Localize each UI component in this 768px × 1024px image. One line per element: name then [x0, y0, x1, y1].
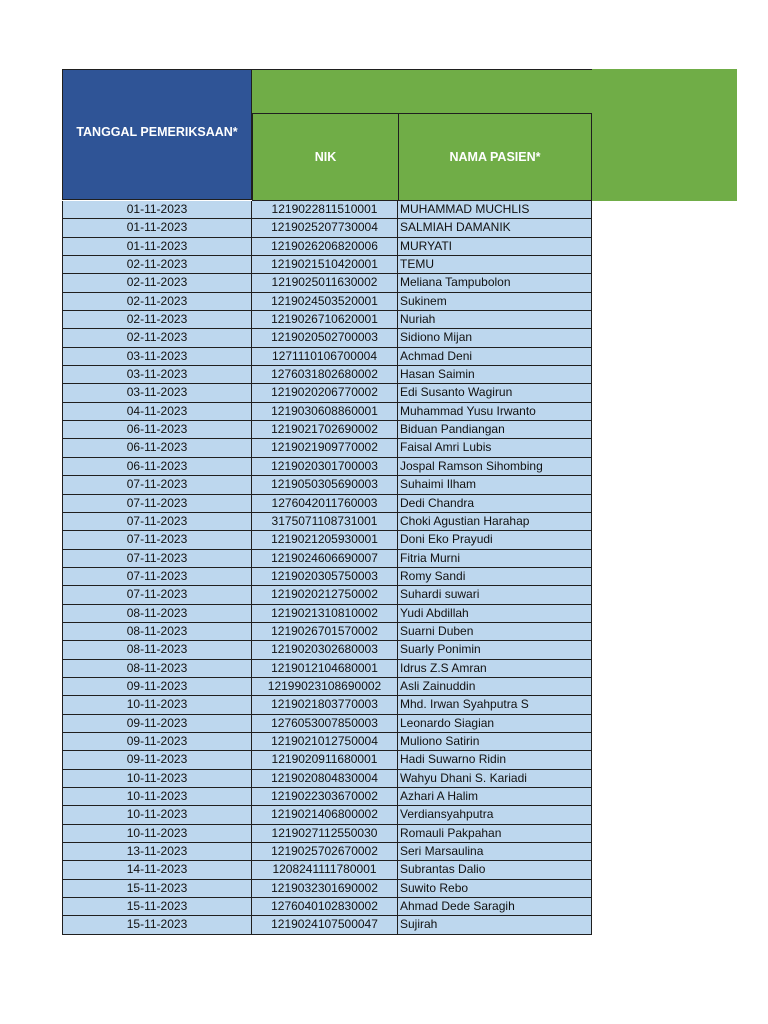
name-cell[interactable]: Yudi Abdillah	[398, 605, 592, 623]
table-row[interactable]	[62, 495, 592, 513]
name-cell[interactable]: Muliono Satirin	[398, 733, 592, 751]
nik-cell[interactable]: 1208241111780001	[252, 861, 398, 879]
date-cell[interactable]: 01-11-2023	[62, 238, 252, 256]
table-row[interactable]	[62, 751, 592, 769]
table-row[interactable]	[62, 421, 592, 439]
table-row[interactable]	[62, 898, 592, 916]
name-cell[interactable]: Doni Eko Prayudi	[398, 531, 592, 549]
table-row[interactable]	[62, 770, 592, 788]
nik-cell[interactable]: 1219026206820006	[252, 238, 398, 256]
table-row[interactable]	[62, 825, 592, 843]
table-row[interactable]	[62, 293, 592, 311]
nik-cell[interactable]: 1219020302680003	[252, 641, 398, 659]
date-cell[interactable]: 10-11-2023	[62, 788, 252, 806]
nik-cell[interactable]: 1271110106700004	[252, 348, 398, 366]
name-cell[interactable]: Biduan Pandiangan	[398, 421, 592, 439]
date-cell[interactable]: 01-11-2023	[62, 219, 252, 237]
table-row[interactable]	[62, 788, 592, 806]
table-row[interactable]	[62, 256, 592, 274]
table-row[interactable]	[62, 916, 592, 934]
date-cell[interactable]: 09-11-2023	[62, 751, 252, 769]
name-cell[interactable]: Suhardi suwari	[398, 586, 592, 604]
nik-cell[interactable]: 1219027112550030	[252, 825, 398, 843]
date-cell[interactable]: 10-11-2023	[62, 806, 252, 824]
name-cell[interactable]: Suhaimi Ilham	[398, 476, 592, 494]
nik-cell[interactable]: 1219025702670002	[252, 843, 398, 861]
date-cell[interactable]: 02-11-2023	[62, 256, 252, 274]
nik-cell[interactable]: 1219025011630002	[252, 274, 398, 292]
nik-cell[interactable]: 1219020502700003	[252, 329, 398, 347]
name-cell[interactable]: Suarni Duben	[398, 623, 592, 641]
date-cell[interactable]: 02-11-2023	[62, 293, 252, 311]
column-header-tanggal[interactable]	[62, 69, 252, 200]
name-cell[interactable]: MUHAMMAD MUCHLIS	[398, 201, 592, 219]
nik-cell[interactable]: 1219030608860001	[252, 403, 398, 421]
table-row[interactable]	[62, 366, 592, 384]
name-cell[interactable]: Choki Agustian Harahap	[398, 513, 592, 531]
name-cell[interactable]: Meliana Tampubolon	[398, 274, 592, 292]
date-cell[interactable]: 06-11-2023	[62, 458, 252, 476]
nik-cell[interactable]: 1219024503520001	[252, 293, 398, 311]
table-row[interactable]	[62, 715, 592, 733]
name-cell[interactable]: Faisal Amri Lubis	[398, 439, 592, 457]
name-cell[interactable]: Sukinem	[398, 293, 592, 311]
nik-cell[interactable]: 1219022303670002	[252, 788, 398, 806]
table-row[interactable]	[62, 641, 592, 659]
nik-cell[interactable]: 3175071108731001	[252, 513, 398, 531]
name-cell[interactable]: Asli Zainuddin	[398, 678, 592, 696]
table-row[interactable]	[62, 348, 592, 366]
date-cell[interactable]: 06-11-2023	[62, 439, 252, 457]
nik-cell[interactable]: 1219026701570002	[252, 623, 398, 641]
table-row[interactable]	[62, 605, 592, 623]
nik-cell[interactable]: 1219021803770003	[252, 696, 398, 714]
nik-cell[interactable]: 1219020206770002	[252, 384, 398, 402]
date-cell[interactable]: 07-11-2023	[62, 568, 252, 586]
name-cell[interactable]: Jospal Ramson Sihombing	[398, 458, 592, 476]
nik-cell[interactable]: 12199023108690002	[252, 678, 398, 696]
date-cell[interactable]: 08-11-2023	[62, 623, 252, 641]
name-cell[interactable]: Hasan Saimin	[398, 366, 592, 384]
table-row[interactable]	[62, 806, 592, 824]
nik-cell[interactable]: 1219020804830004	[252, 770, 398, 788]
date-cell[interactable]: 07-11-2023	[62, 531, 252, 549]
date-cell[interactable]: 08-11-2023	[62, 605, 252, 623]
nik-cell[interactable]: 1276042011760003	[252, 495, 398, 513]
date-cell[interactable]: 03-11-2023	[62, 348, 252, 366]
table-row[interactable]	[62, 861, 592, 879]
date-cell[interactable]: 03-11-2023	[62, 366, 252, 384]
table-row[interactable]	[62, 201, 592, 219]
nik-cell[interactable]: 1219021702690002	[252, 421, 398, 439]
name-cell[interactable]: Achmad Deni	[398, 348, 592, 366]
nik-cell[interactable]: 1219024606690007	[252, 550, 398, 568]
nik-cell[interactable]: 1219021406800002	[252, 806, 398, 824]
date-cell[interactable]: 08-11-2023	[62, 660, 252, 678]
date-cell[interactable]: 02-11-2023	[62, 311, 252, 329]
date-cell[interactable]: 15-11-2023	[62, 898, 252, 916]
name-cell[interactable]: Suarly Ponimin	[398, 641, 592, 659]
name-cell[interactable]: Mhd. Irwan Syahputra S	[398, 696, 592, 714]
date-cell[interactable]: 01-11-2023	[62, 201, 252, 219]
name-cell[interactable]: Hadi Suwarno Ridin	[398, 751, 592, 769]
nik-cell[interactable]: 1219021205930001	[252, 531, 398, 549]
date-cell[interactable]: 06-11-2023	[62, 421, 252, 439]
date-cell[interactable]: 09-11-2023	[62, 715, 252, 733]
name-cell[interactable]: Suwito Rebo	[398, 880, 592, 898]
date-cell[interactable]: 15-11-2023	[62, 916, 252, 934]
table-row[interactable]	[62, 403, 592, 421]
date-cell[interactable]: 03-11-2023	[62, 384, 252, 402]
date-cell[interactable]: 09-11-2023	[62, 733, 252, 751]
name-cell[interactable]: Verdiansyahputra	[398, 806, 592, 824]
name-cell[interactable]: Muhammad Yusu Irwanto	[398, 403, 592, 421]
date-cell[interactable]: 02-11-2023	[62, 274, 252, 292]
table-row[interactable]	[62, 476, 592, 494]
nik-cell[interactable]: 1219012104680001	[252, 660, 398, 678]
table-row[interactable]	[62, 274, 592, 292]
table-row[interactable]	[62, 696, 592, 714]
nik-cell[interactable]: 1219026710620001	[252, 311, 398, 329]
nik-cell[interactable]: 1219025207730004	[252, 219, 398, 237]
table-row[interactable]	[62, 733, 592, 751]
date-cell[interactable]: 07-11-2023	[62, 513, 252, 531]
table-row[interactable]	[62, 513, 592, 531]
name-cell[interactable]: Wahyu Dhani S. Kariadi	[398, 770, 592, 788]
table-row[interactable]	[62, 843, 592, 861]
nik-cell[interactable]: 1219021510420001	[252, 256, 398, 274]
column-header-nama[interactable]	[398, 113, 592, 201]
date-cell[interactable]: 10-11-2023	[62, 696, 252, 714]
date-cell[interactable]: 02-11-2023	[62, 329, 252, 347]
nik-cell[interactable]: 1276031802680002	[252, 366, 398, 384]
name-cell[interactable]: Ahmad Dede Saragih	[398, 898, 592, 916]
nik-cell[interactable]: 1219020911680001	[252, 751, 398, 769]
nik-cell[interactable]: 1219032301690002	[252, 880, 398, 898]
date-cell[interactable]: 15-11-2023	[62, 880, 252, 898]
header-green-band-top	[252, 69, 592, 114]
date-cell[interactable]: 04-11-2023	[62, 403, 252, 421]
name-cell[interactable]: Sujirah	[398, 916, 592, 934]
nik-cell[interactable]: 1219022811510001	[252, 201, 398, 219]
column-header-nik[interactable]	[252, 113, 399, 201]
date-cell[interactable]: 10-11-2023	[62, 770, 252, 788]
table-row[interactable]	[62, 586, 592, 604]
name-cell[interactable]: Nuriah	[398, 311, 592, 329]
table-row[interactable]	[62, 458, 592, 476]
date-cell[interactable]: 07-11-2023	[62, 495, 252, 513]
name-cell[interactable]: Seri Marsaulina	[398, 843, 592, 861]
name-cell[interactable]: SALMIAH DAMANIK	[398, 219, 592, 237]
nik-cell[interactable]: 1219024107500047	[252, 916, 398, 934]
nik-cell[interactable]: 1276053007850003	[252, 715, 398, 733]
table-row[interactable]	[62, 311, 592, 329]
table-row[interactable]	[62, 550, 592, 568]
date-cell[interactable]: 10-11-2023	[62, 825, 252, 843]
name-cell[interactable]: Azhari A Halim	[398, 788, 592, 806]
name-cell[interactable]: Romauli Pakpahan	[398, 825, 592, 843]
name-cell[interactable]: Subrantas Dalio	[398, 861, 592, 879]
table-row[interactable]	[62, 329, 592, 347]
name-cell[interactable]: MURYATI	[398, 238, 592, 256]
name-cell[interactable]: Leonardo Siagian	[398, 715, 592, 733]
name-cell[interactable]: Sidiono Mijan	[398, 329, 592, 347]
name-cell[interactable]: TEMU	[398, 256, 592, 274]
nik-cell[interactable]: 1219020305750003	[252, 568, 398, 586]
date-cell[interactable]: 09-11-2023	[62, 678, 252, 696]
nik-cell[interactable]: 1219021909770002	[252, 439, 398, 457]
date-cell[interactable]: 14-11-2023	[62, 861, 252, 879]
name-cell[interactable]: Edi Susanto Wagirun	[398, 384, 592, 402]
column-header-tanggal-label: TANGGAL PEMERIKSAAN*	[76, 124, 238, 139]
date-cell[interactable]: 07-11-2023	[62, 550, 252, 568]
date-cell[interactable]: 08-11-2023	[62, 641, 252, 659]
nik-cell[interactable]: 1219020212750002	[252, 586, 398, 604]
table-row[interactable]	[62, 384, 592, 402]
table-row[interactable]	[62, 531, 592, 549]
nik-cell[interactable]: 1219021012750004	[252, 733, 398, 751]
table-row[interactable]	[62, 678, 592, 696]
nik-cell[interactable]: 1276040102830002	[252, 898, 398, 916]
table-row[interactable]	[62, 880, 592, 898]
date-cell[interactable]: 07-11-2023	[62, 586, 252, 604]
table-row[interactable]	[62, 568, 592, 586]
name-cell[interactable]: Idrus Z.S Amran	[398, 660, 592, 678]
nik-cell[interactable]: 1219050305690003	[252, 476, 398, 494]
nik-cell[interactable]: 1219021310810002	[252, 605, 398, 623]
table-row[interactable]	[62, 660, 592, 678]
table-row[interactable]	[62, 219, 592, 237]
table-row[interactable]	[62, 623, 592, 641]
name-cell[interactable]: Dedi Chandra	[398, 495, 592, 513]
table-row[interactable]	[62, 439, 592, 457]
name-cell[interactable]: Fitria Murni	[398, 550, 592, 568]
table-row[interactable]	[62, 238, 592, 256]
nik-cell[interactable]: 1219020301700003	[252, 458, 398, 476]
header-green-band-right	[591, 69, 737, 201]
date-cell[interactable]: 13-11-2023	[62, 843, 252, 861]
column-header-nik-label: NIK	[314, 150, 337, 164]
column-header-nama-label: NAMA PASIEN*	[449, 150, 541, 164]
table-body	[62, 201, 592, 935]
name-cell[interactable]: Romy Sandi	[398, 568, 592, 586]
date-cell[interactable]: 07-11-2023	[62, 476, 252, 494]
